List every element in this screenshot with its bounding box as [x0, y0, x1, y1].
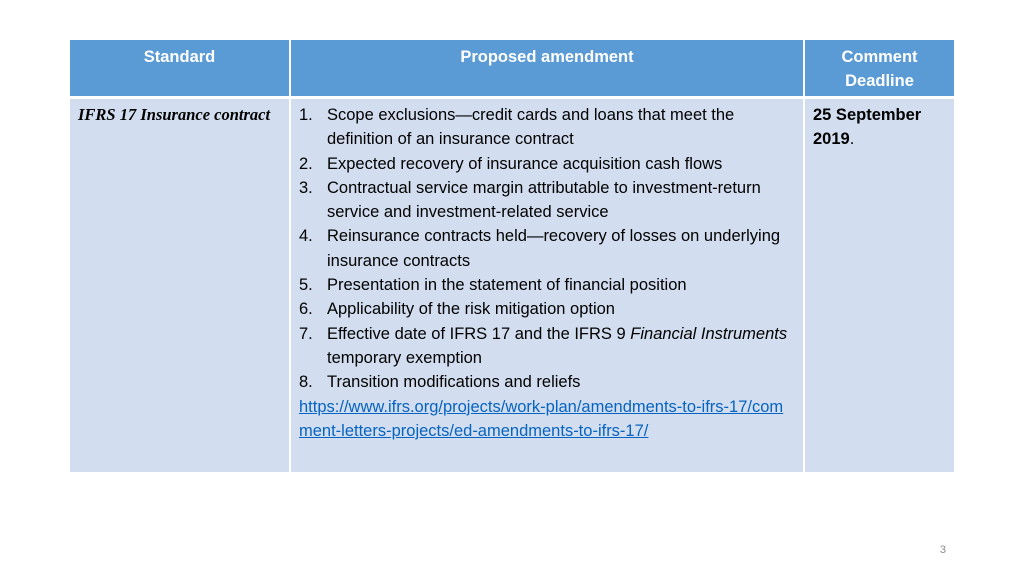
list-number: 3. — [299, 178, 313, 197]
table-row — [70, 99, 954, 472]
list-text: Applicability of the risk mitigation option — [327, 300, 615, 319]
list-text — [327, 322, 795, 371]
amendment-cell — [291, 99, 805, 472]
list-text: Transition modifications and reliefs — [327, 373, 581, 392]
list-item — [299, 297, 795, 321]
table-header-row — [70, 40, 954, 99]
list-text-part: temporary exemption — [327, 348, 482, 367]
list-number: 5. — [299, 276, 313, 295]
list-text: Reinsurance contracts held—recovery of losses on underlying insurance contracts — [327, 227, 781, 270]
list-item — [299, 152, 795, 176]
page-number: 3 — [939, 544, 946, 556]
deadline-date: 25 September 2019 — [813, 106, 922, 149]
header-comment-deadline: Comment Deadline — [805, 40, 954, 99]
list-item — [299, 322, 795, 371]
list-text-italic: Financial Instruments — [630, 324, 788, 343]
header-standard: Standard — [70, 40, 291, 99]
list-item — [299, 224, 795, 273]
list-item — [299, 103, 795, 152]
list-number: 1. — [299, 106, 313, 124]
list-item — [299, 176, 795, 225]
list-text: Contractual service margin attributable to investment-return service and investment-related service — [327, 178, 761, 222]
standard-cell: IFRS 17 Insurance contract — [70, 99, 291, 472]
list-number: 2. — [299, 154, 313, 173]
list-number: 6. — [299, 300, 313, 319]
list-text: Scope exclusions—credit cards and loans that meet the definition of an insurance contract — [327, 106, 735, 149]
list-number: 4. — [299, 227, 313, 246]
list-text: Expected recovery of insurance acquisition cash flows — [327, 154, 723, 173]
list-item — [299, 370, 795, 394]
list-text-part: Effective date of IFRS 17 and the IFRS 9 — [327, 324, 631, 343]
list-number: 8. — [299, 373, 313, 392]
amendment-list — [299, 103, 795, 395]
list-item — [299, 273, 795, 297]
amendments-table — [70, 40, 954, 472]
deadline-suffix: . — [849, 130, 855, 149]
list-number: 7. — [299, 324, 313, 343]
ifrs-project-link[interactable]: https://www.ifrs.org/projects/work-plan/amendments-to-ifrs-17/comment-letters-projects/ed-amendments-to-ifrs-17/ — [299, 397, 784, 440]
header-proposed-amendment: Proposed amendment — [291, 40, 805, 99]
list-text: Presentation in the statement of financial position — [327, 276, 687, 295]
deadline-cell — [805, 99, 954, 472]
